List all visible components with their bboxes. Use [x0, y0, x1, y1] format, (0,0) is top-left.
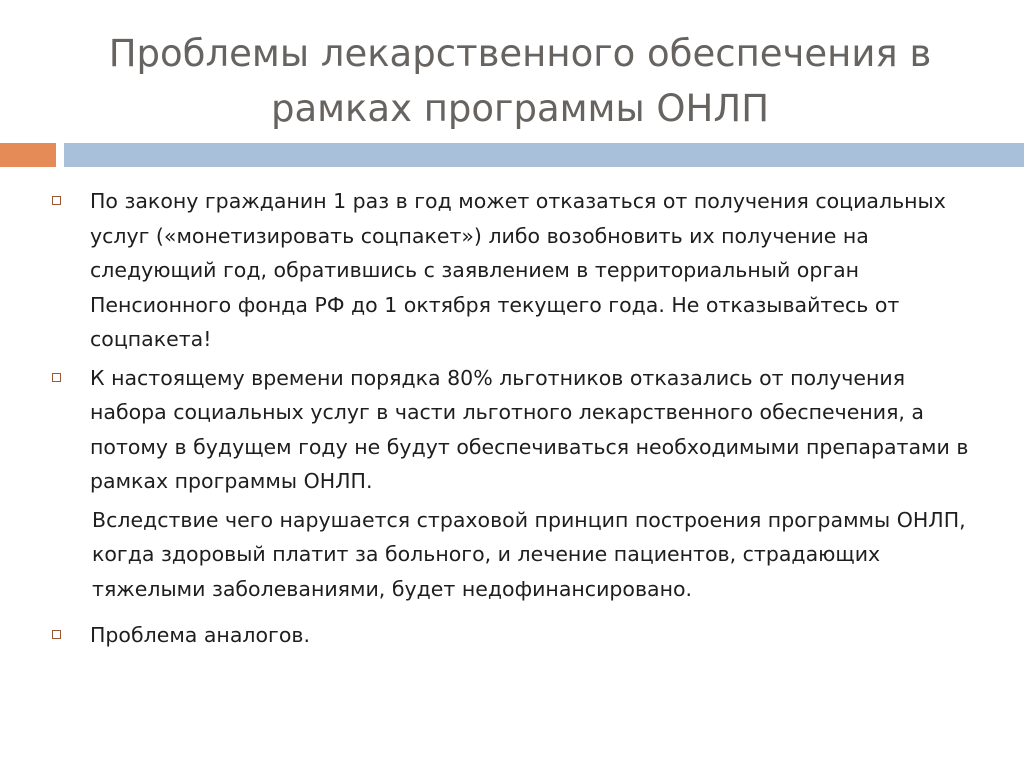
square-bullet-icon	[52, 630, 61, 639]
title-divider-bar	[64, 143, 1024, 167]
bullet-text: К настоящему времени порядка 80% льготников отказались от получения набора социальных услуг в части льготного лекарственного обеспечения, а потому в будущем году не будут обеспечиваться необходимыми препаратами в рамках программы ОНЛП.	[90, 365, 969, 493]
slide-title: Проблемы лекарственного обеспечения в рамках программы ОНЛП	[108, 32, 932, 130]
square-bullet-icon	[52, 196, 61, 205]
title-accent-bar	[0, 143, 56, 167]
bullet-item	[52, 618, 982, 653]
bullet-text: Проблема аналогов.	[90, 623, 310, 647]
slide-body	[52, 184, 982, 657]
bullet-item	[52, 184, 982, 357]
bullet-text: По закону гражданин 1 раз в год может отказаться от получения социальных услуг («монетизировать соцпакет») либо возобновить их получение на следующий год, обратившись с заявлением в территориальный орган Пенсионного фонда РФ до 1 октября текущего года. Не отказывайтесь от соцпакета!	[90, 189, 946, 351]
square-bullet-icon	[52, 373, 61, 382]
continuation-paragraph: Вследствие чего нарушается страховой принцип построения программы ОНЛП, когда здоровый платит за больного, и лечение пациентов, страдающих тяжелыми заболеваниями, будет недофинансировано.	[92, 507, 966, 601]
bullet-item	[52, 361, 982, 499]
